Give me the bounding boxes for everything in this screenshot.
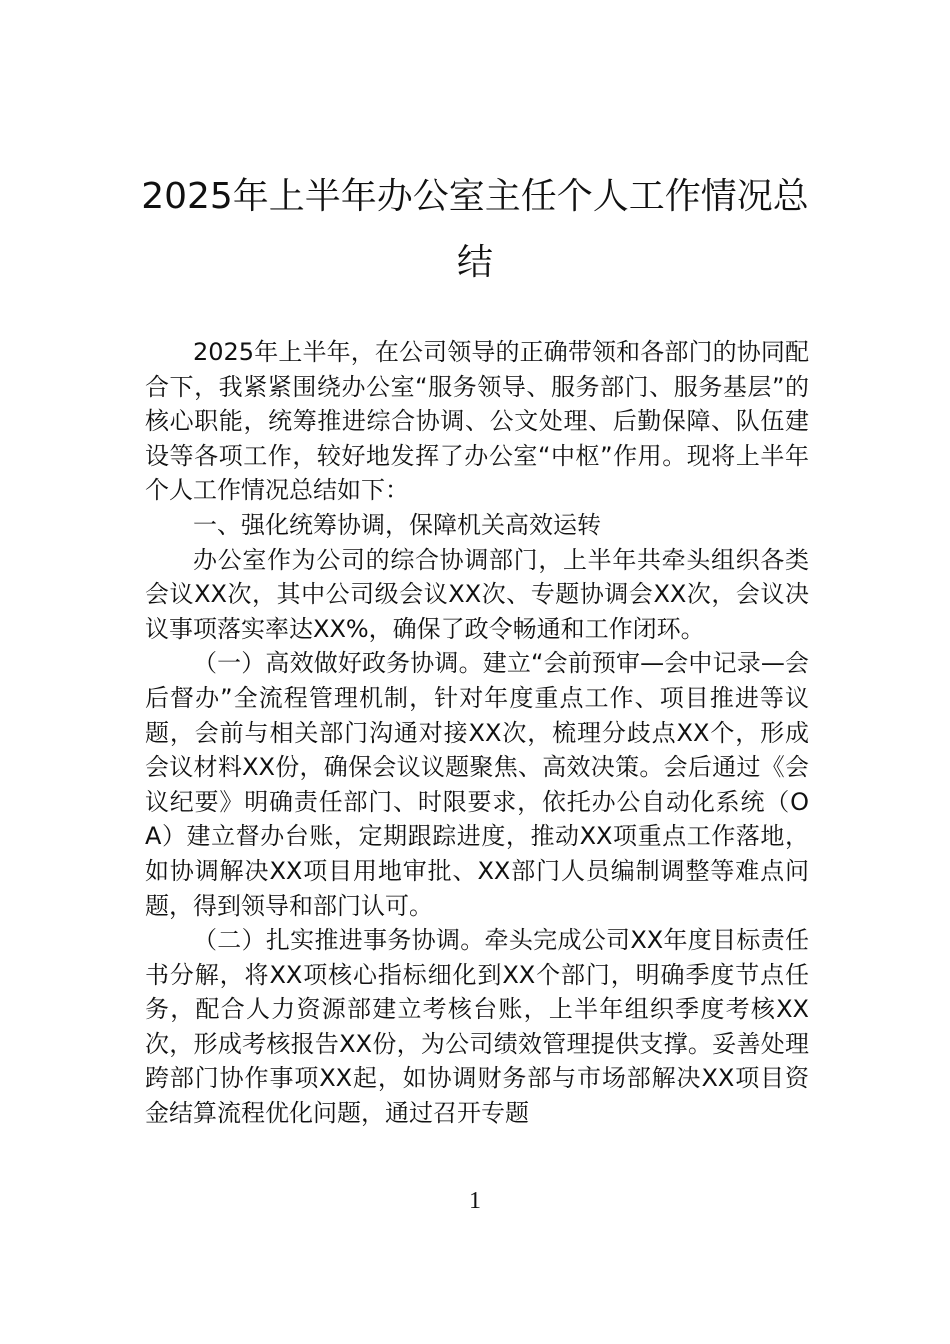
intro-paragraph: 2025年上半年，在公司领导的正确带领和各部门的协同配合下，我紧紧围绕办公室“服务领导、服务部门、服务基层”的核心职能，统筹推进综合协调、公文处理、后勤保障、队伍建设等各项工作，较好地发挥了办公室“中枢”作用。现将上半年个人工作情况总结如下： xyxy=(145,338,809,505)
document-title xyxy=(140,164,810,296)
title-line-1: 2025年上半年办公室主任个人工作情况总 xyxy=(141,176,809,217)
section-paragraph: 办公室作为公司的综合协调部门，上半年共牵头组织各类会议XX次，其中公司级会议XX次、专题协调会XX次，会议决议事项落实率达XX%，确保了政令畅通和工作闭环。 xyxy=(145,545,809,643)
subsection-1-paragraph: （一）高效做好政务协调。建立“会前预审—会中记录—会后督办”全流程管理机制，针对年度重点工作、项目推进等议题，会前与相关部门沟通对接XX次，梳理分歧点XX个，形成会议材料XX份，确保会议议题聚焦、高效决策。会后通过《会议纪要》明确责任部门、时限要求，依托办公自动化系统（OA）建立督办台账，定期跟踪进度，推动XX项重点工作落地，如协调解决XX项目用地审批、XX部门人员编制调整等难点问题，得到领导和部门认可。 xyxy=(145,649,809,920)
title-line-2: 结 xyxy=(456,242,493,283)
section-heading: 一、强化统筹协调，保障机关高效运转 xyxy=(193,510,601,539)
page-number: 1 xyxy=(469,1188,481,1214)
document-body xyxy=(145,335,809,1131)
subsection-2-paragraph: （二）扎实推进事务协调。牵头完成公司XX年度目标责任书分解，将XX项核心指标细化到XX个部门，明确季度节点任务，配合人力资源部建立考核台账，上半年组织季度考核XX次，形成考核报告XX份，为公司绩效管理提供支撑。妥善处理跨部门协作事项XX起，如协调财务部与市场部解决XX项目资金结算流程优化问题，通过召开专题 xyxy=(145,926,809,1128)
